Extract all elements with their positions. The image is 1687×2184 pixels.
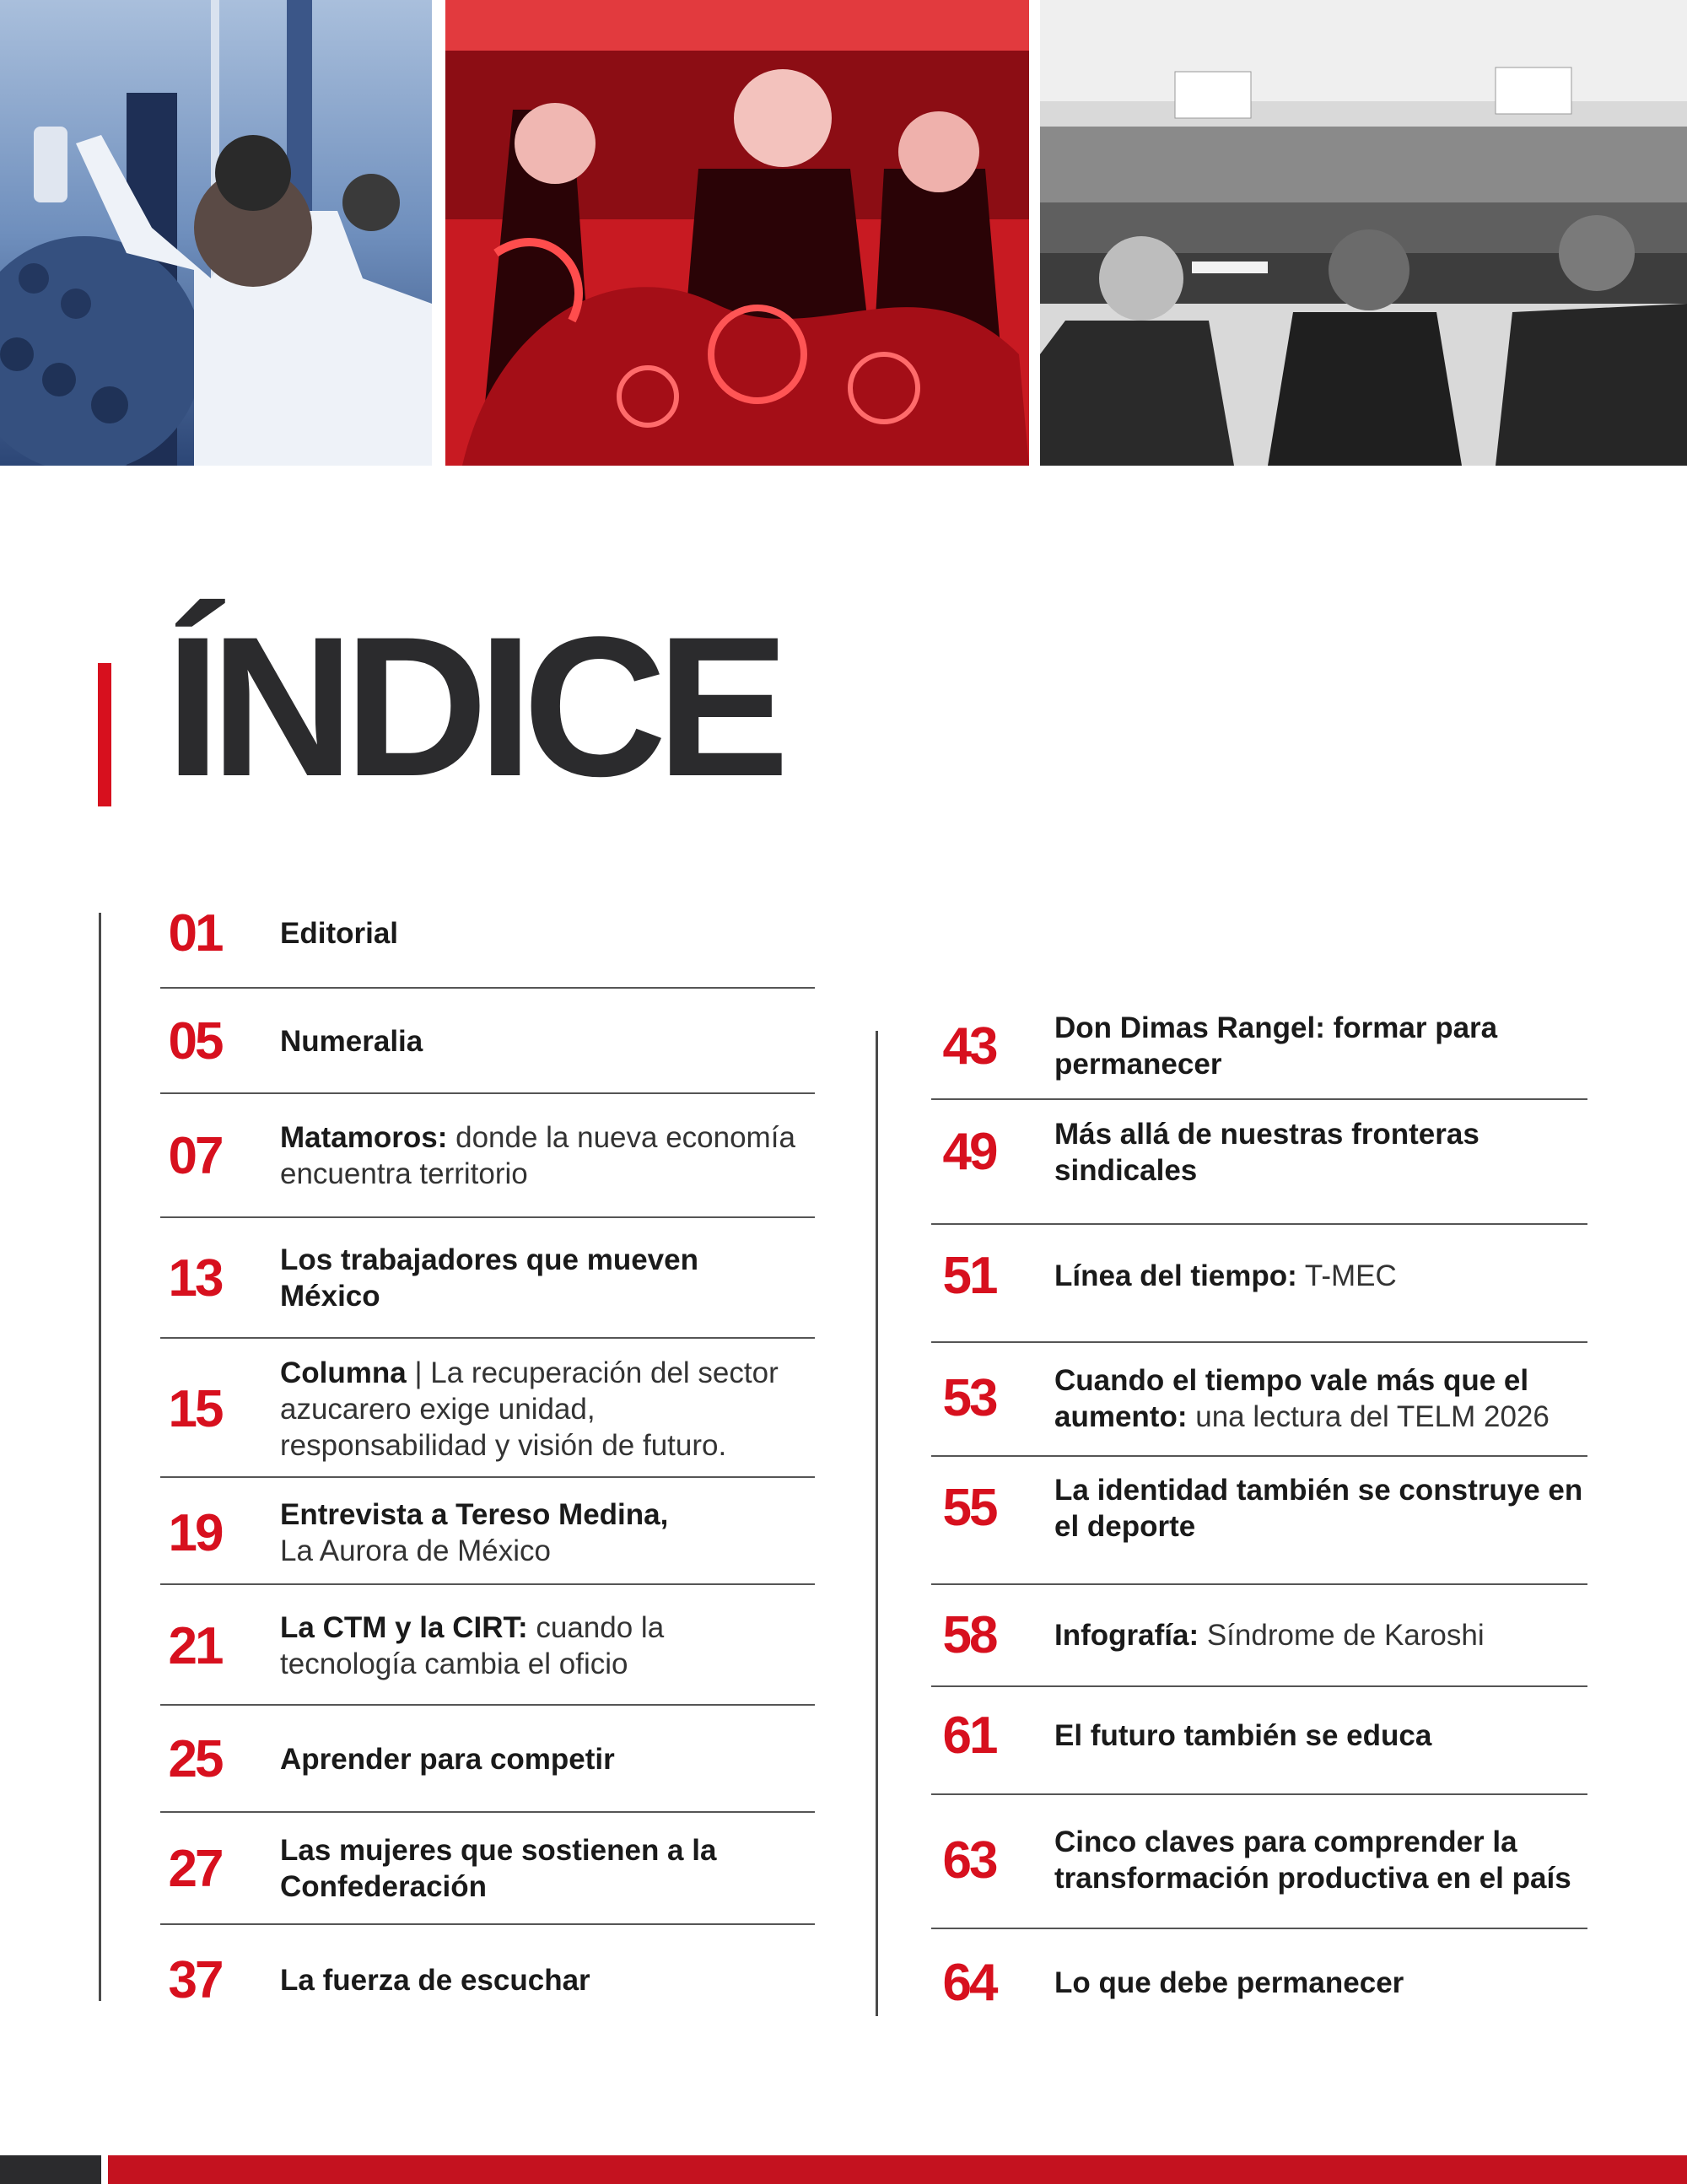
- page-number: 55: [942, 1479, 996, 1537]
- right-column-rule: [876, 1031, 878, 2016]
- entry-title: Editorial: [280, 916, 399, 950]
- entry-title: Infografía: Síndrome de Karoshi: [1054, 1618, 1485, 1652]
- divider: [931, 1793, 1587, 1795]
- entry-title: Aprender para competir: [280, 1743, 615, 1776]
- entry-title: Columna | La recuperación del sector azucarero exige unidad, responsabilidad y visión de futuro.: [280, 1356, 779, 1462]
- toc-entry[interactable]: [916, 1358, 1591, 1438]
- page-number: 27: [168, 1839, 222, 1898]
- entry-title: La CTM y la CIRT: cuando la tecnología cambia el oficio: [280, 1611, 665, 1680]
- divider: [160, 1216, 815, 1218]
- divider: [160, 1092, 815, 1094]
- footer-bar-red: [108, 2155, 1687, 2184]
- entry-title: Más allá de nuestras fronteras sindicales: [1054, 1117, 1479, 1187]
- entry-title: Lo que debe permanecer: [1054, 1966, 1404, 1999]
- page-number: 64: [942, 1953, 996, 2012]
- page-number: 25: [168, 1730, 222, 1788]
- divider: [931, 1341, 1587, 1343]
- footer-bar-dark: [0, 2155, 101, 2184]
- toc-entry[interactable]: [142, 1227, 817, 1329]
- divider: [931, 1455, 1587, 1457]
- page-number: 19: [168, 1503, 222, 1562]
- page-title: ÍNDICE: [165, 596, 779, 818]
- toc-entry[interactable]: [916, 1008, 1591, 1084]
- entry-title: La fuerza de escuchar: [280, 1964, 590, 1997]
- page-number: 01: [168, 903, 222, 963]
- toc-entry[interactable]: [142, 896, 817, 970]
- entry-title: El futuro también se educa: [1054, 1718, 1432, 1752]
- page-number: 07: [168, 1126, 222, 1185]
- divider: [931, 1685, 1587, 1687]
- entry-title: Don Dimas Rangel: formar para permanecer: [1054, 1011, 1498, 1081]
- toc-entry[interactable]: [142, 1345, 817, 1472]
- divider: [160, 1583, 815, 1585]
- entry-title: Las mujeres que sostienen a la Confederación: [280, 1834, 717, 1903]
- entry-title: Línea del tiempo: T-MEC: [1054, 1259, 1397, 1292]
- page-number: 51: [942, 1247, 996, 1305]
- toc-entry[interactable]: [142, 1004, 817, 1078]
- toc-entry[interactable]: [916, 1112, 1591, 1192]
- divider: [931, 1223, 1587, 1225]
- toc-entry[interactable]: [142, 1599, 817, 1693]
- toc-entry[interactable]: [142, 1719, 817, 1799]
- photo-leader-waving: [0, 0, 432, 466]
- toc-entry[interactable]: [142, 1822, 817, 1915]
- toc-entry[interactable]: [916, 1944, 1591, 2020]
- page-number: 61: [942, 1706, 996, 1765]
- page-number: 05: [168, 1011, 222, 1070]
- entry-title: Numeralia: [280, 1024, 423, 1058]
- toc-entry[interactable]: [916, 1822, 1591, 1898]
- page-number: 53: [942, 1369, 996, 1427]
- divider: [931, 1583, 1587, 1585]
- left-column-rule: [99, 913, 101, 2001]
- page-number: 58: [942, 1605, 996, 1664]
- page-number: 43: [942, 1017, 996, 1076]
- toc-entry[interactable]: [916, 1468, 1591, 1548]
- photo-meeting-room: [1040, 0, 1687, 466]
- page-number: 49: [942, 1123, 996, 1181]
- page-number: 21: [168, 1616, 222, 1675]
- divider: [160, 1923, 815, 1925]
- photo-group-ornament: [445, 0, 1029, 466]
- entry-title: Los trabajadores que mueven México: [280, 1243, 698, 1313]
- divider: [160, 1476, 815, 1478]
- page-number: 13: [168, 1248, 222, 1308]
- entry-title: Cinco claves para comprender la transformación productiva en el país: [1054, 1825, 1571, 1895]
- toc-entry[interactable]: [916, 1597, 1591, 1673]
- toc-entry[interactable]: [916, 1697, 1591, 1773]
- entry-title: Entrevista a Tereso Medina, La Aurora de México: [280, 1498, 669, 1567]
- entry-title: Cuando el tiempo vale más que el aumento: una lectura del TELM 2026: [1054, 1363, 1550, 1433]
- title-accent-bar: [98, 663, 111, 806]
- page-number: 15: [168, 1379, 222, 1438]
- toc-entry[interactable]: [142, 1105, 817, 1206]
- page-number: 63: [942, 1831, 996, 1890]
- divider: [160, 1337, 815, 1339]
- divider: [160, 1811, 815, 1813]
- toc-entry[interactable]: [142, 1940, 817, 2020]
- divider: [160, 987, 815, 989]
- divider: [160, 1704, 815, 1706]
- entry-title: Matamoros: donde la nueva economía encuentra territorio: [280, 1121, 795, 1190]
- divider: [931, 1098, 1587, 1100]
- toc-entry[interactable]: [142, 1486, 817, 1579]
- divider: [931, 1928, 1587, 1929]
- page-number: 37: [168, 1951, 222, 2009]
- toc-entry[interactable]: [916, 1236, 1591, 1316]
- entry-title: La identidad también se construye en el deporte: [1054, 1473, 1583, 1543]
